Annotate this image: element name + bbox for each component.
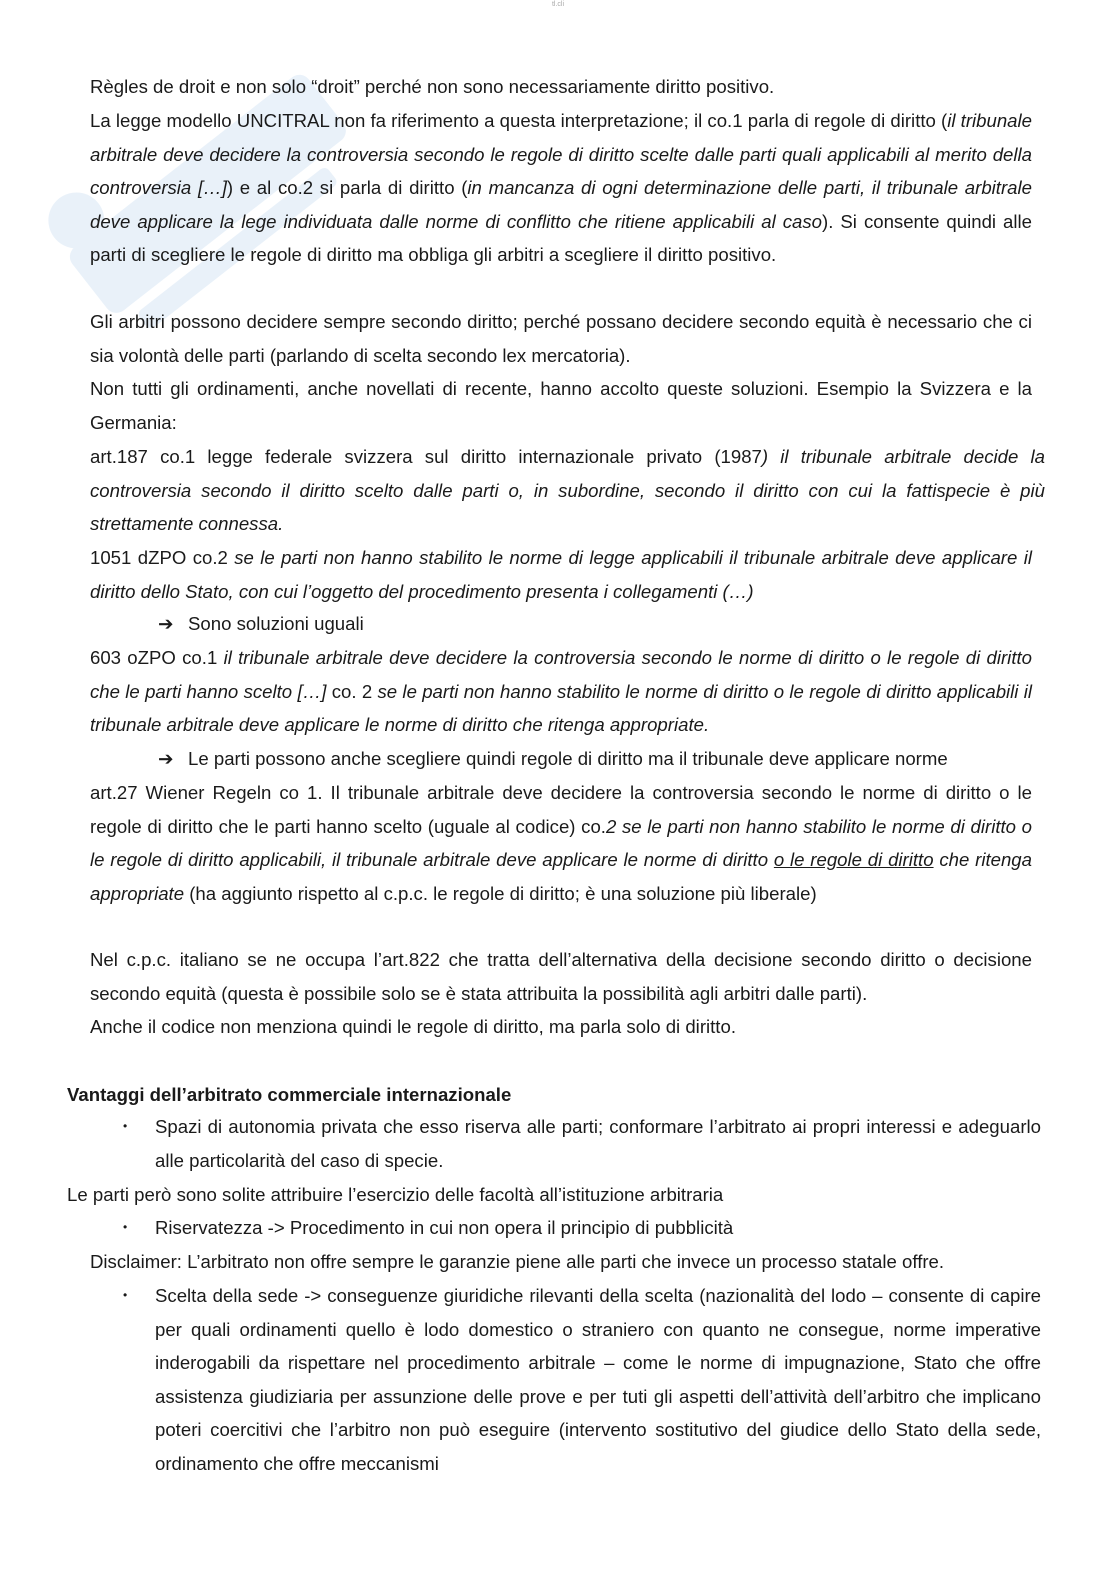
paragraph-ordinamenti: [90, 372, 1032, 439]
text-segment: in mancanza di ogni determinazione delle parti, il tribunale arbitrale deve applicare la lege individuata dalle norme di conflitto che ritiene applicabili al caso: [90, 177, 1032, 232]
bullet-text: Spazi di autonomia privata che esso riserva alle parti; conformare l’arbitrato ai propri interessi e adeguarlo alle particolarità del caso di specie.: [155, 1116, 1041, 1171]
text-segment: 2 se le parti non hanno stabilito le norme di diritto o le regole di diritto applicabili, il tribunale arbitrale deve applicare le norme di diritto: [90, 815, 1032, 871]
bullet-icon: •: [123, 1220, 128, 1234]
text-segment: ) e al co.2 si parla di diritto (: [226, 177, 468, 199]
arrow-icon: ➔: [158, 613, 174, 634]
arrow-item-soluzioni: [158, 607, 1038, 641]
paragraph-wiener: [90, 776, 1032, 910]
bullet-sede: [123, 1279, 1041, 1481]
paragraph-codice: [90, 1010, 1032, 1044]
bullet-riservatezza: [123, 1211, 1041, 1245]
text-segment: 1051 dZPO co.2: [90, 547, 235, 568]
arrow-item-text: Le parti possono anche scegliere quindi regole di diritto ma il tribunale deve applicare norme: [188, 748, 948, 769]
text-segment: art.187 co.1 legge federale svizzera sul diritto internazionale privato (1987: [90, 446, 762, 467]
text-segment: se le parti non hanno stabilito le norme di diritto o le regole di diritto applicabili il tribunale arbitrale deve applicare le norme di diritto che ritenga appropriate.: [90, 680, 1032, 736]
text-segment: Règles de droit e non solo “droit” perché non sono necessariamente diritto positivo.: [90, 76, 775, 97]
text-segment: co. 2: [326, 680, 378, 702]
paragraph-ozpo: [90, 641, 1032, 742]
text-segment: (ha aggiunto rispetto al c.p.c. le regole di diritto; è una soluzione più liberale): [184, 882, 817, 904]
arrow-item-parti: [158, 742, 1038, 776]
text-segment: Nel c.p.c. italiano se ne occupa l’art.822 che tratta dell’alternativa della decisione secondo diritto o decisione secondo equità (questa è possibile solo se è stata attribuita la possibilità agli arbitri dalle parti).: [90, 949, 1032, 1004]
paragraph-cpc: [90, 943, 1032, 1010]
text-segment: ) il tribunale arbitrale decide la controversia secondo il diritto scelto dalle parti o, in subordine, secondo il diritto con cui la fattispecie è più strettamente connessa.: [90, 446, 1045, 535]
text-segment: se le parti non hanno stabilito le norme di legge applicabili il tribunale arbitrale deve applicare il diritto dello Stato, con cui l’oggetto del procedimento presenta i collegamenti (…): [90, 547, 1032, 602]
bullet-text: Scelta della sede -> conseguenze giuridiche rilevanti della scelta (nazionalità del lodo – consente di capire per quali ordinamenti quello è lodo domestico o straniero con quanto ne consegue, norme imperative inderogabili da rispettare nel procedimento arbitrale – come le norme di impugnazione, Stato che offre assistenza giudiziaria per assunzione delle prove e per tuti gli aspetti dell’attività dell’arbitro che implicano poteri coercitivi che l’arbitro non può eseguire (intervento sostitutivo del giudice dello Stato della sede, ordinamento che offre meccanismi: [155, 1285, 1041, 1474]
bullet-icon: •: [123, 1288, 128, 1302]
page-header-mark: tl.cli: [551, 1, 565, 8]
paragraph-art187: [90, 440, 1045, 541]
paragraph-dzpo: [90, 541, 1032, 608]
text-segment: La legge modello UNCITRAL non fa riferimento a questa interpretazione; il co.1 parla di regole di diritto (: [90, 110, 948, 131]
text-segment: Non tutti gli ordinamenti, anche novellati di recente, hanno accolto queste soluzioni. Esempio la Svizzera e la Germania:: [90, 378, 1032, 433]
text-segment: il tribunale arbitrale deve decidere la controversia secondo le norme di diritto o le regole di diritto che le parti hanno scelto […]: [90, 647, 1032, 702]
text-segment: o le regole di diritto: [773, 849, 934, 871]
bullet-autonomia: [123, 1110, 1041, 1177]
paragraph-regles: [90, 70, 1032, 104]
paragraph-uncitral: [90, 104, 1032, 272]
text-segment: 603 oZPO co.1: [90, 647, 224, 668]
text-segment: art.27 Wiener Regeln co 1. Il tribunale arbitrale deve decidere la controversia secondo le norme di diritto o le regole di diritto che le parti hanno scelto (uguale al codice) co.: [90, 782, 1032, 837]
text-segment: ). Si consente quindi alle parti di scegliere le regole di diritto ma obbliga gli arbitri a scegliere il diritto positivo.: [90, 210, 1033, 266]
section-title: Vantaggi dell’arbitrato commerciale internazionale: [67, 1084, 512, 1105]
text-segment: il tribunale arbitrale deve decidere la controversia secondo le regole di diritto scelte dalle parti quali applicabili al merito della controversia […]: [90, 110, 1032, 199]
bullet-icon: •: [123, 1119, 128, 1133]
text-segment: che ritenga appropriate: [90, 849, 1032, 904]
text-segment: Gli arbitri possono decidere sempre secondo diritto; perché possano decidere secondo equità è necessario che ci sia volontà delle parti (parlando di scelta secondo lex mercatoria).: [90, 311, 1032, 366]
arrow-item-text: Sono soluzioni uguali: [188, 613, 364, 634]
bullet-text: Riservatezza -> Procedimento in cui non opera il principio di pubblicità: [155, 1217, 734, 1238]
arrow-icon: ➔: [158, 748, 174, 769]
paragraph-equita: [90, 305, 1032, 372]
note-istituzione: Le parti però sono solite attribuire l’esercizio delle facoltà all’istituzione arbitraria: [67, 1184, 724, 1205]
disclaimer: Disclaimer: L’arbitrato non offre sempre le garanzie piene alle parti che invece un processo statale offre.: [90, 1251, 945, 1272]
text-segment: Anche il codice non menziona quindi le regole di diritto, ma parla solo di diritto.: [90, 1016, 736, 1037]
